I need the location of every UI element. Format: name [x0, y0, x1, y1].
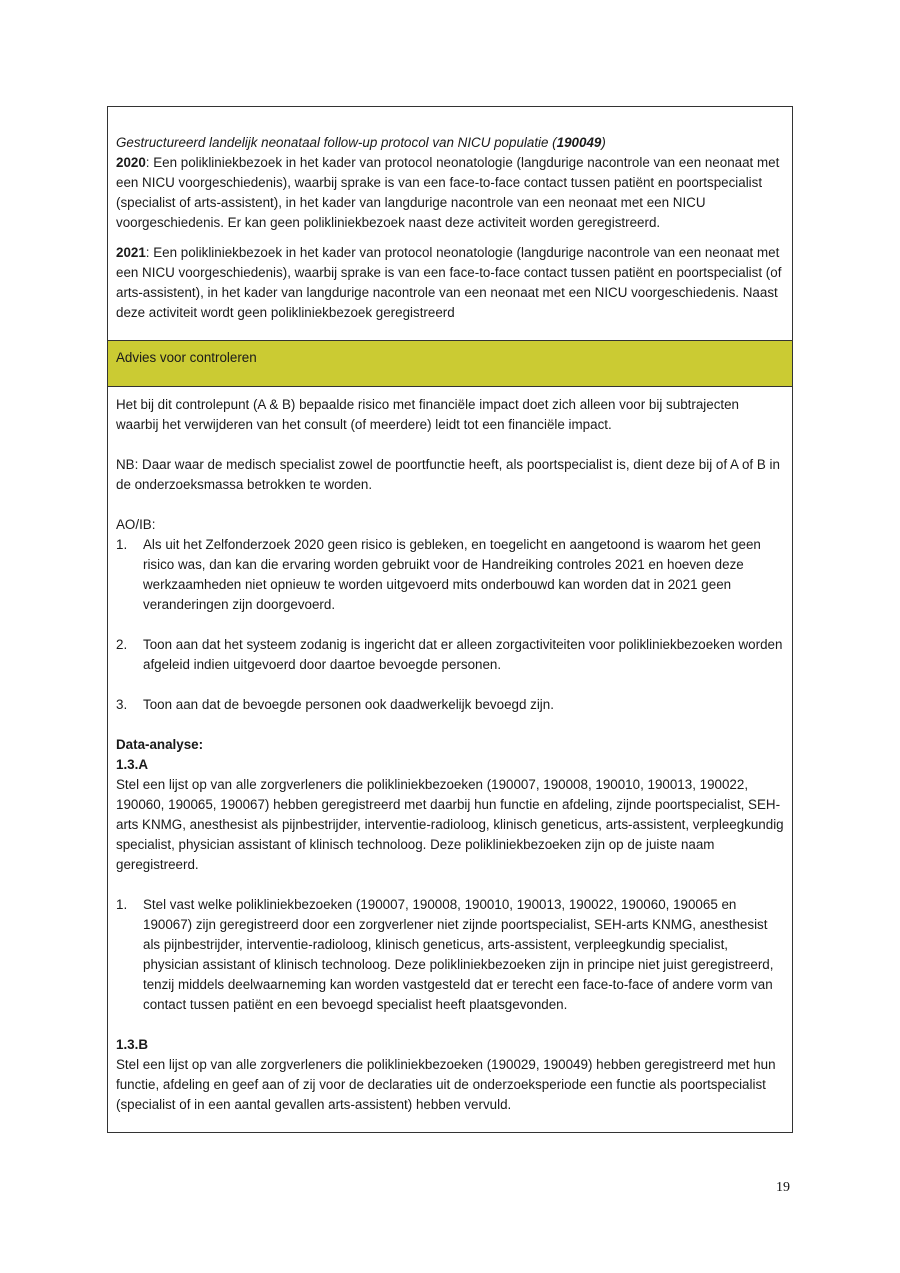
protocol-title: Gestructureerd landelijk neonataal follow-up protocol van NICU populatie (190049) [116, 135, 606, 150]
advice-body-cell [108, 387, 792, 1132]
intro-paragraph: Het bij dit controlepunt (A & B) bepaalde risico met financiële impact doet zich alleen voor bij subtrajecten waarbij het verwijderen van het consult (of meerdere) leidt tot een financiële impact. [116, 397, 739, 432]
content-table [107, 106, 793, 1133]
aoib-item-1: 1. Als uit het Zelfonderzoek 2020 geen risico is gebleken, en toegelicht en aangetoond is waarom het geen risico was, dan kan die ervaring worden gebruikt voor de Handreiking controles 2021 en hoeven deze werkzaamheden niet opnieuw te worden uitgevoerd mits onderbouwd kan worden dat in 2021 geen veranderingen zijn doorgevoerd. [116, 537, 761, 612]
section-1-3-a-list [116, 895, 784, 1015]
protocol-code: 190049 [556, 135, 602, 150]
year-2021: 2021 [116, 245, 146, 260]
paragraph-2020: 2020: Een polikliniekbezoek in het kader van protocol neonatologie (langdurige nacontrole van een neonaat met een NICU voorgeschiedenis), waarbij sprake is van een face-to-face contact tussen patiënt en poortspecialist (specialist of arts-assistent), in het kader van langdurige nacontrole van een neonaat met een NICU voorgeschiedenis. Er kan geen polikliniekbezoek naast deze activiteit worden geregistreerd. [116, 155, 780, 230]
section-header-title: Advies voor controleren [116, 350, 257, 365]
data-analysis-heading: Data-analyse: [116, 737, 204, 752]
section-1-3-b-text: Stel een lijst op van alle zorgverleners die polikliniekbezoeken (190029, 190049) hebben geregistreerd met hun functie, afdeling en geef aan of zij voor de declaraties uit de onderzoeksperiode een functie als poortspecialist (specialist of in een aantal gevallen arts-assistent) hebben vervuld. [116, 1057, 776, 1112]
section-1-3-a-item-1: 1. Stel vast welke polikliniekbezoeken (190007, 190008, 190010, 190013, 190022, 190060, 190065 en 190067) zijn geregistreerd door een zorgverlener niet zijnde poortspecialist, SEH-arts KNMG, anesthesist als pijnbestrijder, interventie-radioloog, klinisch geneticus, arts-assistent, verpleegkundig specialist, physician assistant of klinisch technoloog. Deze polikliniekbezoeken zijn in principe niet juist geregistreerd, tenzij middels deelwaarneming kan worden vastgesteld dat er terecht een face-to-face of andere vorm van contact tussen patiënt en een bevoegd specialist heeft plaatsgevonden. [116, 897, 774, 1012]
aoib-list [116, 535, 784, 715]
nb-paragraph: NB: Daar waar de medisch specialist zowel de poortfunctie heeft, als poortspecialist is, dient deze bij of A of B in de onderzoeksmassa betrokken te worden. [116, 457, 780, 492]
page-number: 19 [776, 1180, 790, 1195]
year-2020: 2020 [116, 155, 146, 170]
section-1-3-b-heading: 1.3.B [116, 1037, 149, 1052]
protocol-description-cell [108, 107, 792, 340]
section-1-3-a-text: Stel een lijst op van alle zorgverleners die polikliniekbezoeken (190007, 190008, 190010, 190013, 190022, 190060, 190065, 190067) hebben geregistreerd met daarbij hun functie en afdeling, zijnde poortspecialist, SEH-arts KNMG, anesthesist als pijnbestrijder, interventie-radioloog, klinisch geneticus, arts-assistent, verpleegkundig specialist, physician assistant of klinisch technoloog. Deze polikliniekbezoeken zijn op de juiste naam geregistreerd. [116, 777, 784, 872]
aoib-item-3: 3. Toon aan dat de bevoegde personen ook daadwerkelijk bevoegd zijn. [116, 697, 554, 712]
section-1-3-a-heading: 1.3.A [116, 757, 149, 772]
aoib-heading: AO/IB: [116, 517, 156, 532]
aoib-item-2: 2. Toon aan dat het systeem zodanig is ingericht dat er alleen zorgactiviteiten voor polikliniekbezoeken worden afgeleid indien uitgevoerd door daartoe bevoegde personen. [116, 637, 783, 672]
section-header [108, 340, 792, 387]
paragraph-2021: 2021: Een polikliniekbezoek in het kader van protocol neonatologie (langdurige nacontrole van een neonaat met een NICU voorgeschiedenis), waarbij sprake is van een face-to-face contact tussen patiënt en poortspecialist (of arts-assistent), in het kader van langdurige nacontrole van een neonaat met een NICU voorgeschiedenis. Naast deze activiteit wordt geen polikliniekbezoek geregistreerd [116, 245, 782, 320]
